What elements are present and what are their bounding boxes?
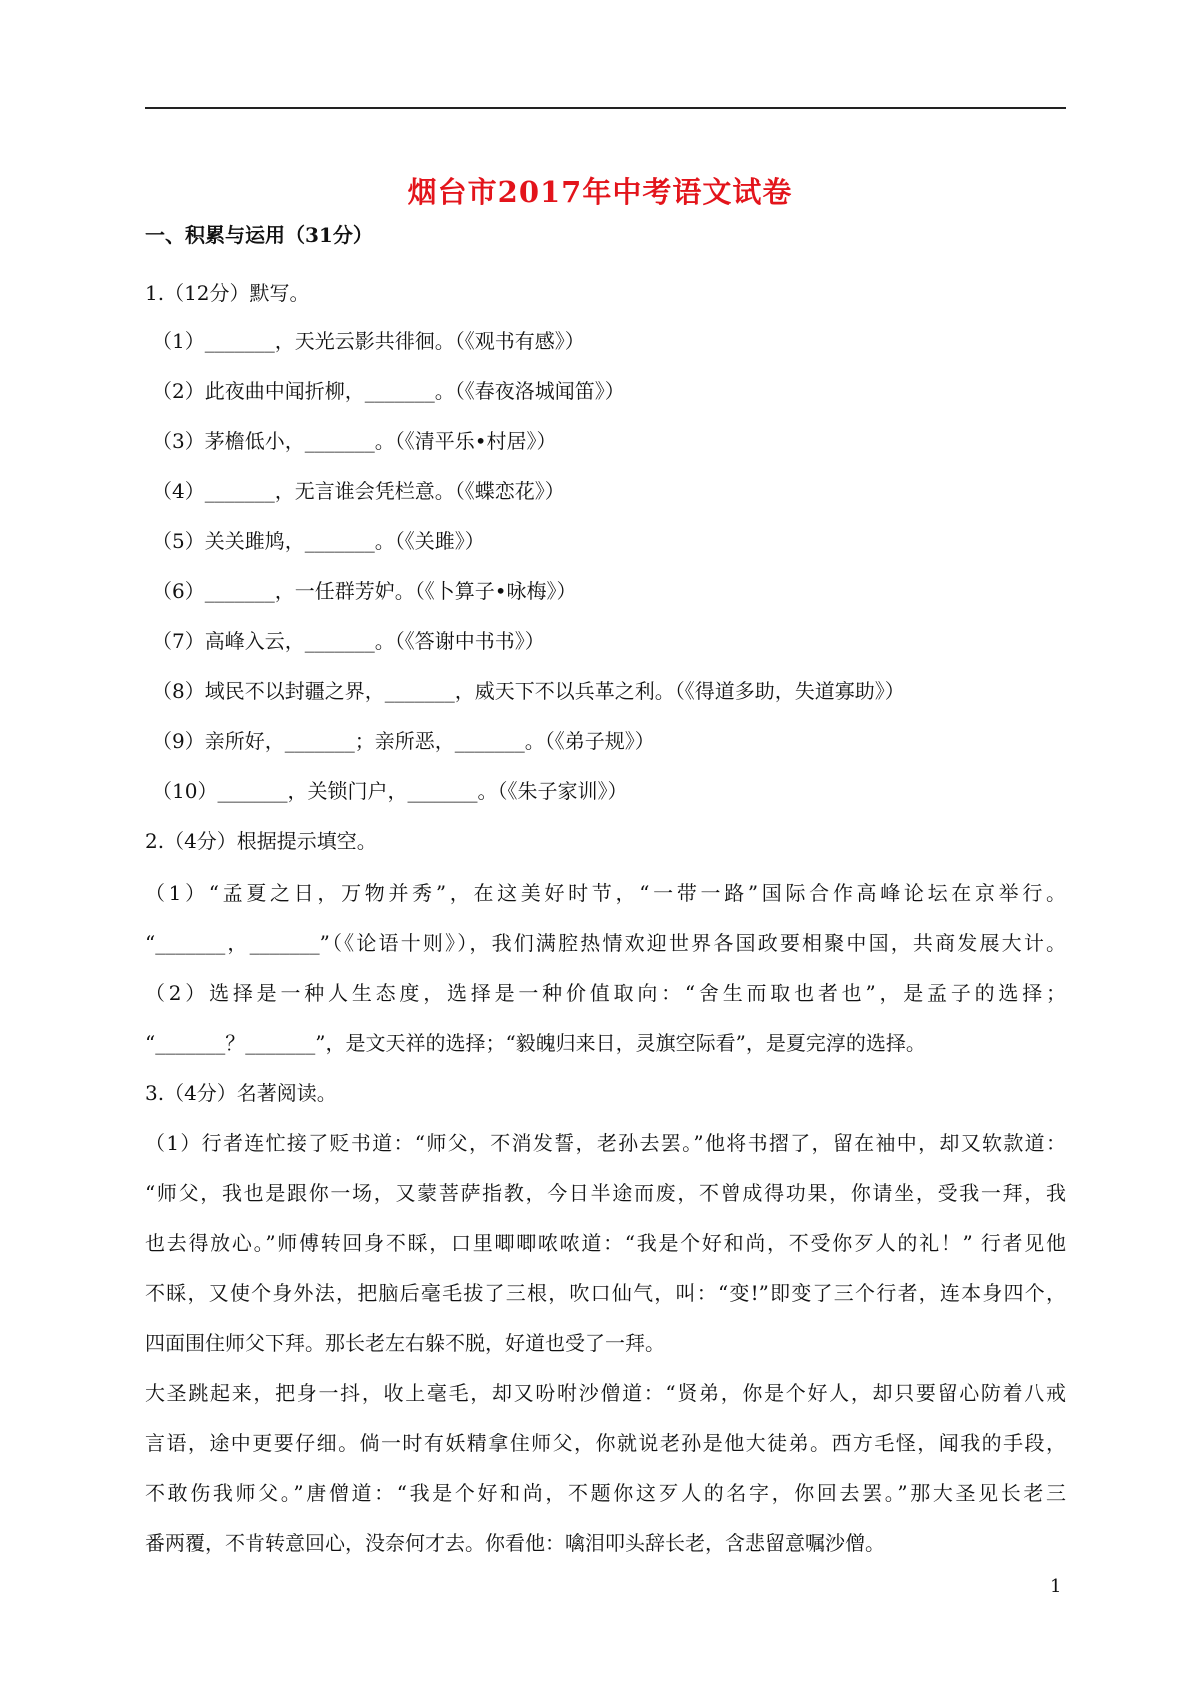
page-title: 烟台市2017年中考语文试卷 bbox=[407, 175, 793, 209]
question-1-item-4: （4）_______，无言谁会凭栏意。（《蝶恋花》） bbox=[152, 479, 565, 503]
passage-line-5: 四面围住师父下拜。那长老左右躲不脱，好道也受了一拜。 bbox=[145, 1331, 665, 1355]
passage-line-9: 番两覆，不肯转意回心，没奈何才去。你看他：噙泪叩头辞长老，含悲留意嘱沙僧。 bbox=[145, 1531, 885, 1555]
question-2-line-4: “_______？_______”，是文天祥的选择；“毅魄归来日，灵旗空际看”，是夏完淳的选择。 bbox=[145, 1031, 926, 1055]
question-1-item-1: （1）_______，天光云影共徘徊。（《观书有感》） bbox=[152, 329, 585, 353]
question-1-item-9: （9）亲所好，_______；亲所恶，_______。（《弟子规》） bbox=[152, 729, 655, 753]
passage-line-6: 大圣跳起来，把身一抖，收上毫毛，却又吩咐沙僧道：“贤弟，你是个好人，却只要留心防着八戒 bbox=[145, 1381, 1066, 1405]
question-1-item-3: （3）茅檐低小，_______。（《清平乐•村居》） bbox=[152, 429, 557, 453]
question-1-item-2: （2）此夜曲中闻折柳，_______。（《春夜洛城闻笛》） bbox=[152, 379, 625, 403]
question-2-line-3: （2）选择是一种人生态度，选择是一种价值取向：“舍生而取也者也”，是孟子的选择； bbox=[145, 981, 1066, 1005]
question-1-item-10: （10）_______，关锁门户，_______。（《朱子家训》） bbox=[152, 779, 628, 803]
page-number: 1 bbox=[1050, 1576, 1062, 1597]
passage-line-2: “师父，我也是跟你一场，又蒙菩萨指教，今日半途而废，不曾成得功果，你请坐，受我一拜，我 bbox=[145, 1181, 1066, 1205]
passage-line-3: 也去得放心。”师傅转回身不睬，口里唧唧哝哝道：“我是个好和尚，不受你歹人的礼！” 行者见他 bbox=[145, 1231, 1066, 1255]
question-1-item-7: （7）高峰入云，_______。（《答谢中书书》） bbox=[152, 629, 545, 653]
question-2-line-1: （1）“孟夏之日，万物并秀”，在这美好时节，“一带一路”国际合作高峰论坛在京举行。 bbox=[145, 881, 1066, 905]
passage-line-8: 不敢伤我师父。”唐僧道：“我是个好和尚，不题你这歹人的名字，你回去罢。”那大圣见长老三 bbox=[145, 1481, 1066, 1505]
question-1-stem: 1.（12分）默写。 bbox=[145, 281, 310, 305]
question-2-line-2: “_______，_______”（《论语十则》），我们满腔热情欢迎世界各国政要相聚中国，共商发展大计。 bbox=[145, 931, 1066, 955]
question-2-stem: 2.（4分）根据提示填空。 bbox=[145, 829, 377, 853]
question-1-item-5: （5）关关雎鸠，_______。（《关雎》） bbox=[152, 529, 485, 553]
passage-line-4: 不睬，又使个身外法，把脑后毫毛拔了三根，吹口仙气，叫：“变!”即变了三个行者，连本身四个， bbox=[145, 1281, 1066, 1305]
question-3-stem: 3.（4分）名著阅读。 bbox=[145, 1081, 337, 1105]
passage-line-7: 言语，途中更要仔细。倘一时有妖精拿住师父，你就说老孙是他大徒弟。西方毛怪，闻我的手段， bbox=[145, 1431, 1066, 1455]
question-1-item-8: （8）域民不以封疆之界，_______，威天下不以兵革之利。（《得道多助，失道寡助》） bbox=[152, 679, 905, 703]
passage-line-1: （1）行者连忙接了贬书道：“师父，不消发誓，老孙去罢。”他将书摺了，留在袖中，却又软款道： bbox=[145, 1131, 1066, 1155]
question-1-item-6: （6）_______，一任群芳妒。（《卜算子•咏梅》） bbox=[152, 579, 577, 603]
header-rule bbox=[145, 107, 1066, 109]
section-heading: 一、积累与运用（31分） bbox=[145, 223, 373, 247]
